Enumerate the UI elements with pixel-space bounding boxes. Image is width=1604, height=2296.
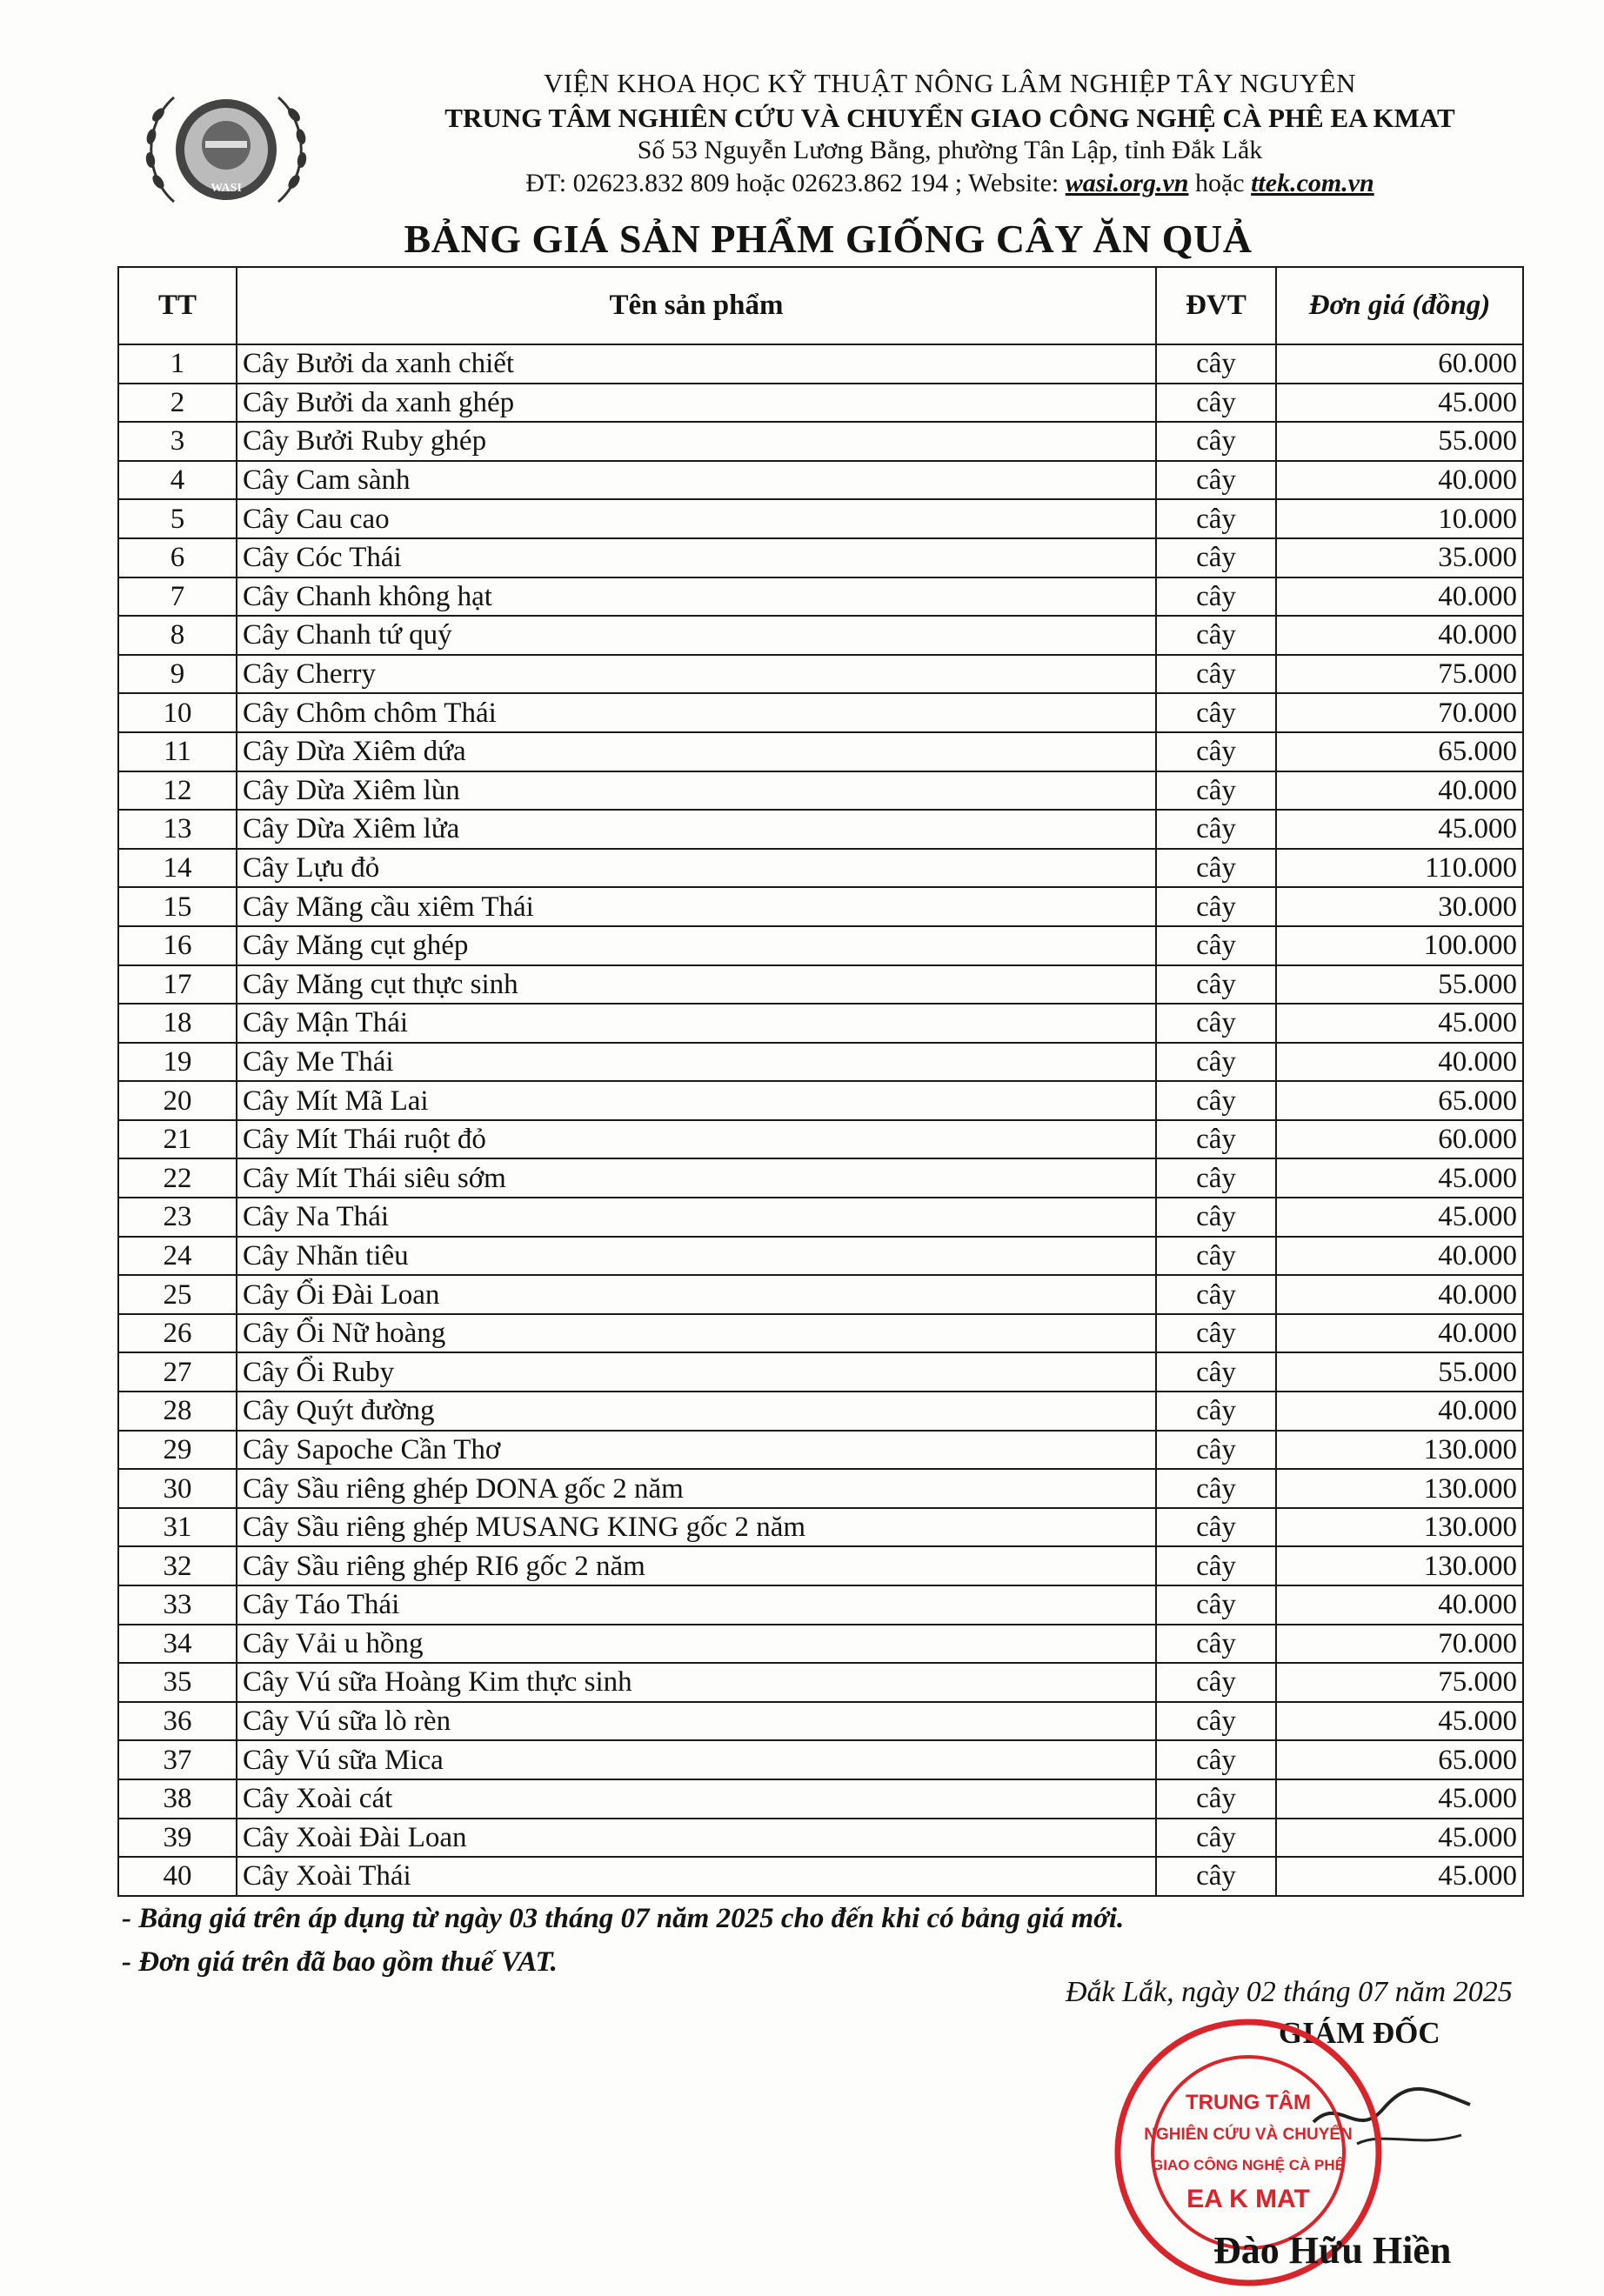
- price-table: [117, 266, 1524, 1897]
- cell-tt: 14: [118, 849, 237, 888]
- cell-unit: cây: [1156, 1158, 1276, 1198]
- cell-product-name: Cây Nhãn tiêu: [237, 1237, 1156, 1276]
- cell-unit: cây: [1156, 1546, 1276, 1585]
- cell-unit: cây: [1156, 1740, 1276, 1779]
- table-row: [118, 655, 1523, 694]
- note-validity: - Bảng giá trên áp dụng từ ngày 03 tháng 07 năm 2025 cho đến khi có bảng giá mới.: [122, 1903, 1125, 1934]
- cell-unit: cây: [1156, 1043, 1276, 1082]
- cell-tt: 9: [118, 655, 237, 694]
- cell-price: 40.000: [1276, 616, 1523, 655]
- cell-unit: cây: [1156, 1275, 1276, 1314]
- cell-price: 75.000: [1276, 655, 1523, 694]
- cell-tt: 25: [118, 1275, 237, 1314]
- cell-tt: 32: [118, 1546, 237, 1585]
- cell-product-name: Cây Chôm chôm Thái: [237, 693, 1156, 732]
- table-row: [118, 1663, 1523, 1702]
- cell-unit: cây: [1156, 1585, 1276, 1625]
- cell-price: 40.000: [1276, 577, 1523, 617]
- table-row: [118, 1392, 1523, 1431]
- contact-line: ĐT: 02623.832 809 hoặc 02623.862 194 ; Website: wasi.org.vn hoặc ttek.com.vn: [525, 169, 1374, 197]
- cell-tt: 6: [118, 538, 237, 577]
- cell-product-name: Cây Chanh không hạt: [237, 577, 1156, 617]
- table-row: [118, 1004, 1523, 1043]
- cell-price: 45.000: [1276, 1198, 1523, 1237]
- cell-product-name: Cây Mãng cầu xiêm Thái: [237, 887, 1156, 926]
- cell-unit: cây: [1156, 1237, 1276, 1276]
- cell-product-name: Cây Chanh tứ quý: [237, 616, 1156, 655]
- cell-price: 30.000: [1276, 887, 1523, 926]
- cell-product-name: Cây Cau cao: [237, 499, 1156, 538]
- cell-product-name: Cây Sầu riêng ghép RI6 gốc 2 năm: [237, 1546, 1156, 1585]
- cell-unit: cây: [1156, 577, 1276, 617]
- table-row: [118, 849, 1523, 888]
- cell-unit: cây: [1156, 499, 1276, 538]
- cell-tt: 34: [118, 1625, 237, 1664]
- signing-date: Đắk Lắk, ngày 02 tháng 07 năm 2025: [1066, 1976, 1513, 2008]
- note-vat: - Đơn giá trên đã bao gồm thuế VAT.: [122, 1946, 558, 1978]
- cell-price: 130.000: [1276, 1508, 1523, 1547]
- cell-tt: 1: [118, 344, 237, 384]
- cell-price: 40.000: [1276, 1314, 1523, 1353]
- cell-price: 110.000: [1276, 849, 1523, 888]
- website-link-ttek[interactable]: ttek.com.vn: [1251, 169, 1374, 197]
- cell-price: 40.000: [1276, 1392, 1523, 1431]
- cell-product-name: Cây Dừa Xiêm dứa: [237, 732, 1156, 771]
- cell-tt: 12: [118, 771, 237, 811]
- cell-unit: cây: [1156, 810, 1276, 849]
- cell-tt: 10: [118, 693, 237, 732]
- cell-price: 40.000: [1276, 1585, 1523, 1625]
- cell-product-name: Cây Xoài Thái: [237, 1857, 1156, 1896]
- table-row: [118, 965, 1523, 1004]
- table-row: [118, 1198, 1523, 1237]
- cell-product-name: Cây Mít Thái ruột đỏ: [237, 1120, 1156, 1159]
- cell-tt: 37: [118, 1740, 237, 1779]
- table-row: [118, 1819, 1523, 1858]
- cell-price: 65.000: [1276, 732, 1523, 771]
- cell-unit: cây: [1156, 1469, 1276, 1508]
- cell-tt: 2: [118, 384, 237, 423]
- cell-price: 45.000: [1276, 1702, 1523, 1741]
- cell-tt: 18: [118, 1004, 237, 1043]
- cell-tt: 38: [118, 1779, 237, 1819]
- cell-price: 45.000: [1276, 1158, 1523, 1198]
- cell-product-name: Cây Dừa Xiêm lửa: [237, 810, 1156, 849]
- cell-price: 70.000: [1276, 1625, 1523, 1664]
- cell-product-name: Cây Dừa Xiêm lùn: [237, 771, 1156, 811]
- cell-tt: 19: [118, 1043, 237, 1082]
- cell-product-name: Cây Cóc Thái: [237, 538, 1156, 577]
- cell-tt: 33: [118, 1585, 237, 1625]
- cell-unit: cây: [1156, 1819, 1276, 1858]
- director-title: GIÁM ĐỐC: [1279, 2016, 1440, 2050]
- cell-unit: cây: [1156, 1392, 1276, 1431]
- cell-product-name: Cây Sầu riêng ghép DONA gốc 2 năm: [237, 1469, 1156, 1508]
- cell-unit: cây: [1156, 1004, 1276, 1043]
- website-link-wasi[interactable]: wasi.org.vn: [1065, 169, 1189, 197]
- table-row: [118, 344, 1523, 384]
- cell-tt: 40: [118, 1857, 237, 1896]
- table-row: [118, 771, 1523, 811]
- cell-price: 60.000: [1276, 1120, 1523, 1159]
- cell-unit: cây: [1156, 344, 1276, 384]
- cell-tt: 8: [118, 616, 237, 655]
- table-row: [118, 732, 1523, 771]
- cell-unit: cây: [1156, 1120, 1276, 1159]
- table-row: [118, 499, 1523, 538]
- column-header-tt: TT: [118, 267, 237, 344]
- cell-product-name: Cây Me Thái: [237, 1043, 1156, 1082]
- cell-product-name: Cây Mít Mã Lai: [237, 1081, 1156, 1120]
- svg-text:GIAO CÔNG NGHỆ CÀ PHÊ: GIAO CÔNG NGHỆ CÀ PHÊ: [1152, 2157, 1345, 2173]
- table-row: [118, 887, 1523, 926]
- cell-unit: cây: [1156, 732, 1276, 771]
- cell-unit: cây: [1156, 1081, 1276, 1120]
- cell-product-name: Cây Mận Thái: [237, 1004, 1156, 1043]
- cell-tt: 11: [118, 732, 237, 771]
- table-row: [118, 538, 1523, 577]
- cell-product-name: Cây Cam sành: [237, 461, 1156, 500]
- cell-price: 40.000: [1276, 1275, 1523, 1314]
- cell-price: 100.000: [1276, 926, 1523, 965]
- column-header-unit: ĐVT: [1156, 267, 1276, 344]
- cell-unit: cây: [1156, 1508, 1276, 1547]
- cell-unit: cây: [1156, 1779, 1276, 1819]
- cell-tt: 20: [118, 1081, 237, 1120]
- cell-unit: cây: [1156, 384, 1276, 423]
- svg-text:NGHIÊN CỨU VÀ CHUYỂN: NGHIÊN CỨU VÀ CHUYỂN: [1144, 2126, 1353, 2144]
- cell-price: 45.000: [1276, 1779, 1523, 1819]
- svg-text:WASI: WASI: [211, 182, 242, 195]
- cell-product-name: Cây Mít Thái siêu sớm: [237, 1158, 1156, 1198]
- cell-price: 130.000: [1276, 1546, 1523, 1585]
- cell-tt: 16: [118, 926, 237, 965]
- cell-price: 45.000: [1276, 1819, 1523, 1858]
- cell-unit: cây: [1156, 1663, 1276, 1702]
- column-header-price: Đơn giá (đồng): [1276, 267, 1523, 344]
- cell-tt: 29: [118, 1431, 237, 1470]
- table-row: [118, 1625, 1523, 1664]
- table-row: [118, 1546, 1523, 1585]
- cell-tt: 7: [118, 577, 237, 617]
- cell-tt: 17: [118, 965, 237, 1004]
- cell-tt: 13: [118, 810, 237, 849]
- signer-name: Đào Hữu Hiền: [1213, 2229, 1452, 2272]
- institute-name: VIỆN KHOA HỌC KỸ THUẬT NÔNG LÂM NGHIỆP TÂY NGUYÊN: [543, 68, 1357, 98]
- table-row: [118, 1702, 1523, 1741]
- cell-unit: cây: [1156, 1352, 1276, 1392]
- cell-unit: cây: [1156, 1314, 1276, 1353]
- table-row: [118, 1469, 1523, 1508]
- cell-tt: 15: [118, 887, 237, 926]
- table-row: [118, 1508, 1523, 1547]
- cell-unit: cây: [1156, 965, 1276, 1004]
- cell-price: 65.000: [1276, 1740, 1523, 1779]
- address: Số 53 Nguyễn Lương Bằng, phường Tân Lập, tỉnh Đắk Lắk: [637, 136, 1263, 164]
- table-row: [118, 1431, 1523, 1470]
- cell-unit: cây: [1156, 655, 1276, 694]
- cell-product-name: Cây Ổi Ruby: [237, 1352, 1156, 1392]
- cell-price: 55.000: [1276, 422, 1523, 461]
- table-row: [118, 422, 1523, 461]
- center-name: TRUNG TÂM NGHIÊN CỨU VÀ CHUYỂN GIAO CÔNG NGHỆ CÀ PHÊ EA KMAT: [444, 103, 1455, 133]
- cell-product-name: Cây Măng cụt ghép: [237, 926, 1156, 965]
- cell-price: 40.000: [1276, 461, 1523, 500]
- cell-price: 130.000: [1276, 1469, 1523, 1508]
- table-row: [118, 1120, 1523, 1159]
- cell-tt: 28: [118, 1392, 237, 1431]
- table-row: [118, 1740, 1523, 1779]
- table-row: [118, 577, 1523, 617]
- table-row: [118, 616, 1523, 655]
- cell-price: 45.000: [1276, 384, 1523, 423]
- table-row: [118, 384, 1523, 423]
- table-row: [118, 1158, 1523, 1198]
- cell-unit: cây: [1156, 1625, 1276, 1664]
- cell-product-name: Cây Sầu riêng ghép MUSANG KING gốc 2 năm: [237, 1508, 1156, 1547]
- cell-unit: cây: [1156, 887, 1276, 926]
- table-row: [118, 1857, 1523, 1896]
- cell-tt: 26: [118, 1314, 237, 1353]
- cell-tt: 21: [118, 1120, 237, 1159]
- cell-unit: cây: [1156, 422, 1276, 461]
- cell-price: 75.000: [1276, 1663, 1523, 1702]
- table-row: [118, 1314, 1523, 1353]
- cell-tt: 22: [118, 1158, 237, 1198]
- cell-product-name: Cây Ổi Đài Loan: [237, 1275, 1156, 1314]
- cell-product-name: Cây Bưởi da xanh ghép: [237, 384, 1156, 423]
- column-header-name: Tên sản phẩm: [237, 267, 1156, 344]
- cell-product-name: Cây Bưởi Ruby ghép: [237, 422, 1156, 461]
- cell-product-name: Cây Măng cụt thực sinh: [237, 965, 1156, 1004]
- cell-unit: cây: [1156, 849, 1276, 888]
- table-row: [118, 810, 1523, 849]
- cell-price: 55.000: [1276, 1352, 1523, 1392]
- cell-price: 40.000: [1276, 771, 1523, 811]
- cell-unit: cây: [1156, 693, 1276, 732]
- table-header-row: [118, 267, 1523, 344]
- cell-product-name: Cây Vải u hồng: [237, 1625, 1156, 1664]
- cell-price: 40.000: [1276, 1237, 1523, 1276]
- cell-product-name: Cây Vú sữa lò rèn: [237, 1702, 1156, 1741]
- cell-tt: 24: [118, 1237, 237, 1276]
- svg-text:EA K MAT: EA K MAT: [1186, 2185, 1310, 2213]
- cell-unit: cây: [1156, 461, 1276, 500]
- cell-product-name: Cây Bưởi da xanh chiết: [237, 344, 1156, 384]
- cell-tt: 23: [118, 1198, 237, 1237]
- cell-product-name: Cây Táo Thái: [237, 1585, 1156, 1625]
- cell-unit: cây: [1156, 926, 1276, 965]
- cell-tt: 31: [118, 1508, 237, 1547]
- table-row: [118, 693, 1523, 732]
- cell-product-name: Cây Vú sữa Mica: [237, 1740, 1156, 1779]
- cell-tt: 3: [118, 422, 237, 461]
- svg-text:TRUNG TÂM: TRUNG TÂM: [1186, 2091, 1311, 2114]
- cell-tt: 39: [118, 1819, 237, 1858]
- cell-product-name: Cây Ổi Nữ hoàng: [237, 1314, 1156, 1353]
- cell-tt: 35: [118, 1663, 237, 1702]
- cell-price: 45.000: [1276, 1004, 1523, 1043]
- cell-unit: cây: [1156, 616, 1276, 655]
- document-title: BẢNG GIÁ SẢN PHẨM GIỐNG CÂY ĂN QUẢ: [404, 217, 1253, 261]
- cell-price: 10.000: [1276, 499, 1523, 538]
- cell-unit: cây: [1156, 771, 1276, 811]
- table-row: [118, 1043, 1523, 1082]
- cell-price: 55.000: [1276, 965, 1523, 1004]
- cell-price: 45.000: [1276, 810, 1523, 849]
- table-row: [118, 1352, 1523, 1392]
- cell-price: 70.000: [1276, 693, 1523, 732]
- cell-product-name: Cây Lựu đỏ: [237, 849, 1156, 888]
- cell-tt: 5: [118, 499, 237, 538]
- cell-unit: cây: [1156, 1857, 1276, 1896]
- table-row: [118, 461, 1523, 500]
- table-row: [118, 1585, 1523, 1625]
- cell-product-name: Cây Sapoche Cần Thơ: [237, 1431, 1156, 1470]
- cell-price: 65.000: [1276, 1081, 1523, 1120]
- cell-product-name: Cây Vú sữa Hoàng Kim thực sinh: [237, 1663, 1156, 1702]
- cell-price: 130.000: [1276, 1431, 1523, 1470]
- cell-product-name: Cây Cherry: [237, 655, 1156, 694]
- cell-price: 40.000: [1276, 1043, 1523, 1082]
- cell-price: 45.000: [1276, 1857, 1523, 1896]
- cell-tt: 36: [118, 1702, 237, 1741]
- cell-product-name: Cây Xoài Đài Loan: [237, 1819, 1156, 1858]
- cell-product-name: Cây Quýt đường: [237, 1392, 1156, 1431]
- cell-price: 35.000: [1276, 538, 1523, 577]
- cell-unit: cây: [1156, 1431, 1276, 1470]
- table-row: [118, 1275, 1523, 1314]
- cell-tt: 30: [118, 1469, 237, 1508]
- cell-price: 60.000: [1276, 344, 1523, 384]
- cell-product-name: Cây Xoài cát: [237, 1779, 1156, 1819]
- table-row: [118, 1237, 1523, 1276]
- cell-unit: cây: [1156, 1198, 1276, 1237]
- cell-tt: 27: [118, 1352, 237, 1392]
- table-row: [118, 926, 1523, 965]
- cell-unit: cây: [1156, 1702, 1276, 1741]
- table-row: [118, 1779, 1523, 1819]
- cell-product-name: Cây Na Thái: [237, 1198, 1156, 1237]
- cell-unit: cây: [1156, 538, 1276, 577]
- table-row: [118, 1081, 1523, 1120]
- cell-tt: 4: [118, 461, 237, 500]
